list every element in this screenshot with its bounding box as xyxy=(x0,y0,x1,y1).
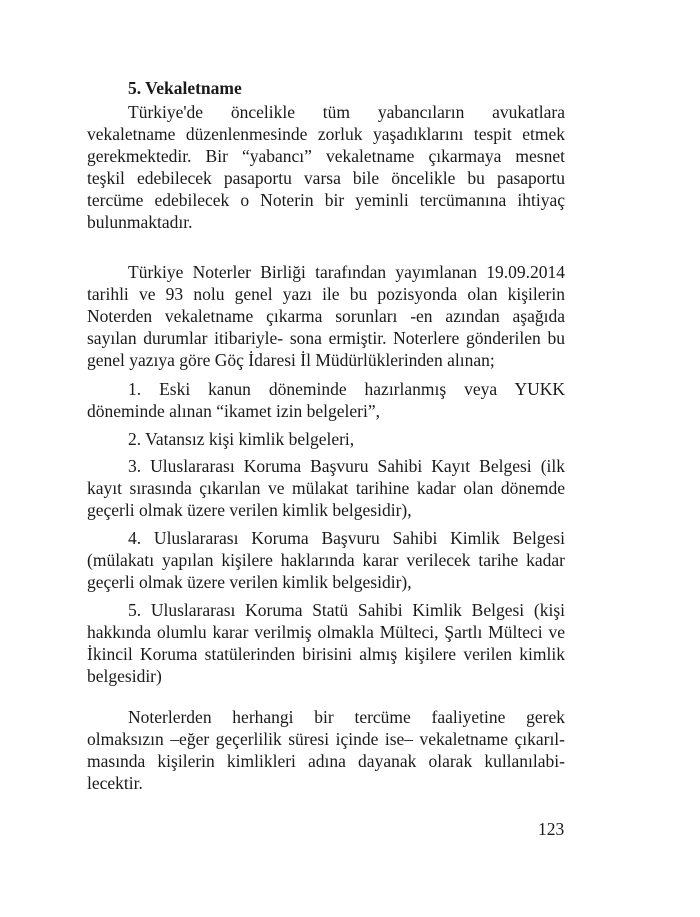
text-line: Noterlerden herhangi bir tercüme faaliyetine gerek xyxy=(128,707,565,727)
text-line: vekaletname düzenlenmesinde zorluk yaşadıklarını tespit etmek xyxy=(87,124,565,144)
text-line: 5. Uluslararası Koruma Statü Sahibi Kimlik Belgesi (kişi xyxy=(128,600,565,620)
text-line: Türkiye Noterler Birliği tarafından yayımlanan 19.09.2014 xyxy=(128,262,565,282)
page-number: 123 xyxy=(538,819,565,839)
text-line: olmaksızın –eğer geçerlilik süresi içinde ise– vekaletname çıkarıl- xyxy=(87,729,565,749)
paragraph xyxy=(87,261,565,371)
paragraph xyxy=(87,706,565,794)
paragraph xyxy=(87,378,565,422)
text-line: bulunmaktadır. xyxy=(87,212,193,232)
text-line: tarihli ve 93 nolu genel yazı ile bu pozisyonda olan kişilerin xyxy=(87,284,565,304)
text-line: 3. Uluslararası Koruma Başvuru Sahibi Kayıt Belgesi (ilk xyxy=(128,456,565,476)
text-line: döneminde alınan “ikamet izin belgeleri”, xyxy=(87,401,381,421)
text-line: masında kişilerin kimlikleri adına dayanak olarak kullanılabi- xyxy=(87,751,565,771)
paragraph xyxy=(87,428,565,450)
text-line: 2. Vatansız kişi kimlik belgeleri, xyxy=(128,429,355,449)
text-line: gerekmektedir. Bir “yabancı” vekaletname çıkarmaya mesnet xyxy=(87,146,565,166)
text-line: belgesidir) xyxy=(87,666,162,686)
text-line: Türkiye'de öncelikle tüm yabancıların avukatlara xyxy=(128,102,565,122)
paragraph xyxy=(87,599,565,687)
text-line: hakkında olumlu karar verilmiş olmakla Mülteci, Şartlı Mülteci ve xyxy=(87,622,565,642)
paragraph xyxy=(87,455,565,521)
text-line: İkincil Koruma statülerinden birisini almış kişilere verilen kimlik xyxy=(87,644,565,664)
text-line: (mülakatı yapılan kişilere haklarında karar verilecek tarihe kadar xyxy=(87,550,565,570)
text-line: Noterden vekaletname çıkarma sorunları -en azından aşağıda xyxy=(87,306,565,326)
text-line: lecektir. xyxy=(87,773,143,793)
text-line: kayıt sırasında çıkarılan ve mülakat tarihine kadar olan dönemde xyxy=(87,478,565,498)
text-line: geçerli olmak üzere verilen kimlik belgesidir), xyxy=(87,572,412,592)
section-heading: 5. Vekaletname xyxy=(128,78,242,98)
text-line: teşkil edebilecek pasaportu varsa bile öncelikle bu pasaportu xyxy=(87,168,565,188)
paragraph xyxy=(87,101,565,233)
text-line: genel yazıya göre Göç İdaresi İl Müdürlüklerinden alınan; xyxy=(87,350,495,370)
text-line: 1. Eski kanun döneminde hazırlanmış veya YUKK xyxy=(128,379,565,399)
text-line: sayılan durumlar itibariyle- sona ermiştir. Noterlere gönderilen bu xyxy=(87,328,565,348)
text-line: geçerli olmak üzere verilen kimlik belgesidir), xyxy=(87,500,412,520)
text-line: 4. Uluslararası Koruma Başvuru Sahibi Kimlik Belgesi xyxy=(128,528,565,548)
paragraph xyxy=(87,527,565,593)
text-line: tercüme edebilecek o Noterin bir yeminli tercümanına ihtiyaç xyxy=(87,190,565,210)
